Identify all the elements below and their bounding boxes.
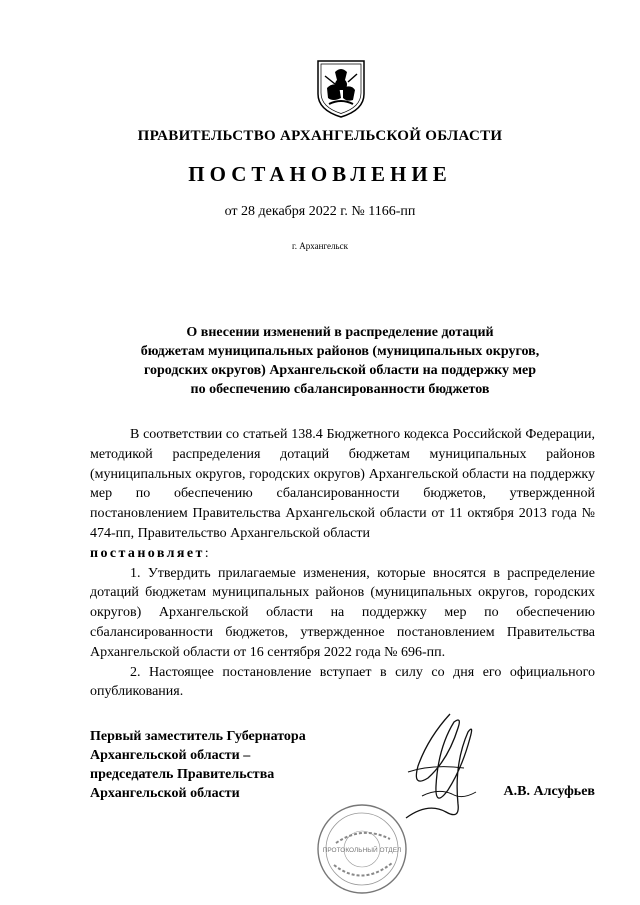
- title-line: по обеспечению сбалансированности бюджетов: [190, 382, 490, 397]
- position-line: Первый заместитель Губернатора: [90, 729, 306, 744]
- title-line: О внесении изменений в распределение дотаций: [186, 325, 494, 340]
- item-2-paragraph: 2. Настоящее постановление вступает в силу со дня его официального опубликования.: [90, 664, 595, 700]
- signer-name: А.В. Алсуфьев: [503, 784, 595, 799]
- position-line: Архангельской области –: [90, 748, 251, 763]
- document-city: г. Архангельск: [292, 241, 348, 251]
- document-title: [90, 323, 590, 399]
- position-line: Архангельской области: [90, 786, 240, 801]
- government-name: ПРАВИТЕЛЬСТВО АРХАНГЕЛЬСКОЙ ОБЛАСТИ: [137, 128, 503, 144]
- document-body: [90, 425, 595, 702]
- intro-text: В соответствии со статьей 138.4 Бюджетного кодекса Российской Федерации, методикой распределения дотаций бюджетам муниципальных районов (муниципальных округов, городских округов) Архангельской области на поддержку мер по обеспечению сбалансированности бюджетов, утвержденной постановлением Правительства Архангельской области от 11 октября 2013 года № 474-пп, Правительство Архангельской области: [90, 427, 595, 541]
- resolves-word: постановляет: [90, 545, 205, 561]
- title-line: городских округов) Архангельской области на поддержку мер: [143, 363, 537, 378]
- coat-of-arms-icon: [315, 58, 367, 120]
- item-1-paragraph: 1. Утвердить прилагаемые изменения, которые вносятся в распределение дотаций бюджетам муниципальных районов (муниципальных округов, городских округов) Архангельской области на поддержку мер по обеспечению сбалансированности бюджетов, утвержденное постановлением Правительства Архангельской области от 16 сентября 2022 года № 696-пп.: [90, 565, 595, 660]
- document-type: ПОСТАНОВЛЕНИЕ: [188, 162, 452, 186]
- stamp-text: ПРОТОКОЛЬНЫЙ ОТДЕЛ: [322, 847, 402, 854]
- intro-paragraph: [90, 425, 595, 564]
- round-seal-stamp: [312, 795, 412, 900]
- title-line: бюджетам муниципальных районов (муниципальных округов,: [140, 344, 540, 359]
- resolves-suffix: :: [204, 545, 209, 561]
- signatory-position: [90, 727, 370, 803]
- document-date-number: от 28 декабря 2022 г. № 1166-пп: [224, 204, 416, 219]
- position-line: председатель Правительства: [90, 767, 275, 782]
